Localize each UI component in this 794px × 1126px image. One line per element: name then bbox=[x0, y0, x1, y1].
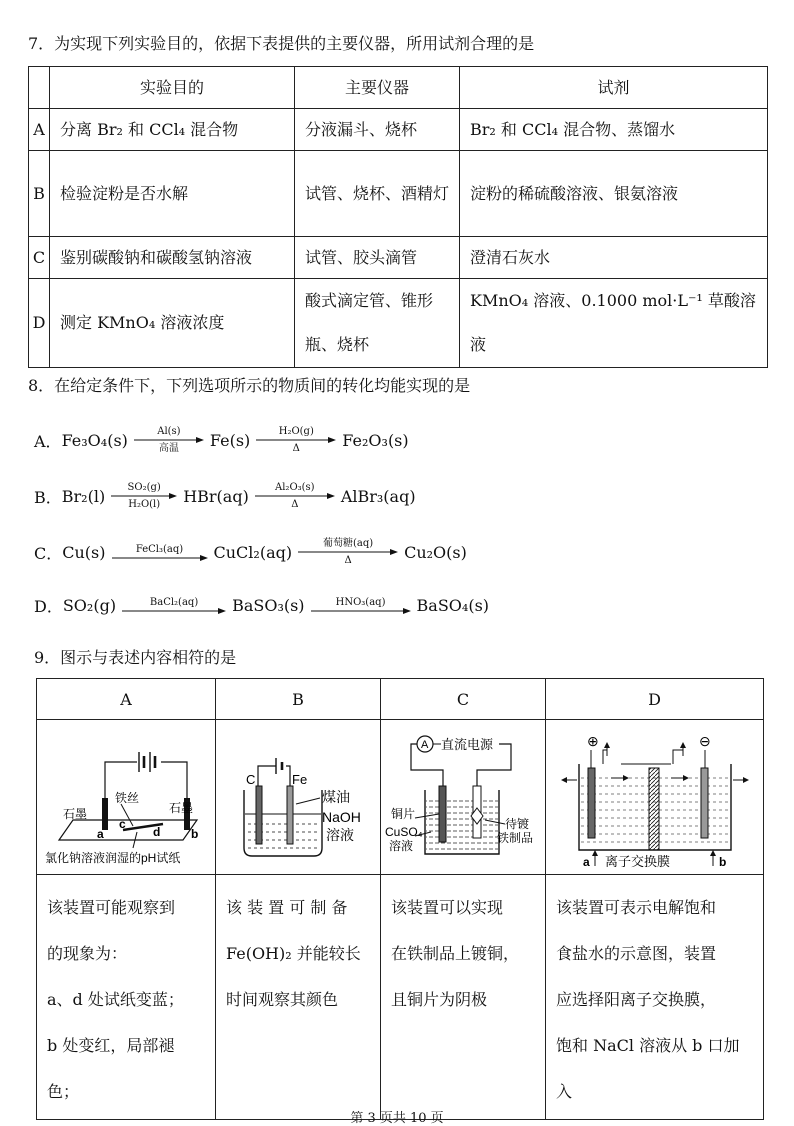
arrow-condition-top: Al(s) bbox=[157, 426, 181, 437]
figure-a-diagram bbox=[37, 720, 215, 870]
label-solution: 溶液 bbox=[326, 827, 354, 843]
label-iron: Fe bbox=[292, 772, 308, 787]
text-line: 入 bbox=[556, 1082, 573, 1101]
substance: Fe₃O₄(s) bbox=[61, 430, 128, 450]
label-carbon: C bbox=[246, 772, 256, 787]
text-line: Fe(OH)₂ 并能较长 bbox=[226, 944, 361, 963]
q8-option-b bbox=[34, 482, 416, 510]
cathode-icon: ⊖ bbox=[698, 733, 711, 749]
row-purpose: 测定 KMnO₄ 溶液浓度 bbox=[50, 279, 295, 368]
label-power: 直流电源 bbox=[441, 737, 494, 752]
figure-d-diagram bbox=[547, 720, 763, 870]
substance: HBr(aq) bbox=[183, 486, 249, 506]
arrow-condition-bottom: Δ bbox=[291, 499, 299, 510]
table-row bbox=[29, 279, 768, 368]
anode-icon: ⊕ bbox=[586, 733, 599, 749]
ammeter-label: A bbox=[421, 739, 429, 751]
figure-c-diagram bbox=[381, 720, 545, 870]
text-line: 该装置可表示电解饱和 bbox=[556, 898, 717, 917]
row-reagent: 澄清石灰水 bbox=[460, 237, 768, 279]
row-instrument: 试管、烧杯、酒精灯 bbox=[295, 151, 460, 237]
label-b: b bbox=[191, 827, 199, 841]
q9-stem: 9．图示与表述内容相符的是 bbox=[34, 648, 237, 667]
reaction-arrow bbox=[134, 426, 204, 454]
reaction-arrow bbox=[122, 597, 226, 614]
arrow-condition-bottom: H₂O(l) bbox=[128, 499, 161, 510]
figure-a bbox=[37, 720, 216, 875]
q7-header-reagent: 试剂 bbox=[460, 67, 768, 109]
q8-option-d bbox=[34, 594, 489, 617]
reaction-arrow bbox=[311, 597, 411, 614]
q7-header-blank bbox=[29, 67, 50, 109]
label-d: d bbox=[153, 825, 161, 839]
label-naoh: NaOH bbox=[322, 809, 361, 825]
reaction-arrow bbox=[111, 482, 177, 510]
label-membrane: 离子交换膜 bbox=[604, 854, 670, 869]
substance: Fe₂O₃(s) bbox=[342, 430, 409, 450]
q9-header-c: C bbox=[381, 679, 546, 720]
figure-d bbox=[546, 720, 764, 875]
q7-stem: 7．为实现下列实验目的，依据下表提供的主要仪器，所用试剂合理的是 bbox=[28, 34, 535, 53]
q9-text-a bbox=[37, 875, 216, 1120]
arrow-condition-top: HNO₃(aq) bbox=[335, 597, 386, 608]
row-purpose: 鉴别碳酸钠和碳酸氢钠溶液 bbox=[50, 237, 295, 279]
substance: Fe(s) bbox=[209, 430, 251, 450]
row-instrument: 酸式滴定管、锥形瓶、烧杯 bbox=[295, 279, 460, 368]
label-plated-2: 铁制品 bbox=[497, 831, 534, 845]
substance: BaSO₃(s) bbox=[232, 596, 305, 615]
q7-header-purpose: 实验目的 bbox=[50, 67, 295, 109]
text-line: 在铁制品上镀铜， bbox=[391, 944, 520, 963]
substance: Cu(s) bbox=[62, 542, 106, 562]
row-reagent: Br₂ 和 CCl₄ 混合物、蒸馏水 bbox=[460, 109, 768, 151]
row-purpose: 分离 Br₂ 和 CCl₄ 混合物 bbox=[50, 109, 295, 151]
text-line: 该 装 置 可 制 备 bbox=[226, 898, 348, 917]
option-label: D． bbox=[34, 597, 63, 616]
q8-option-c bbox=[34, 538, 467, 566]
label-cuso4-sol: 溶液 bbox=[389, 839, 414, 853]
text-line: 饱和 NaCl 溶液从 b 口加 bbox=[556, 1036, 740, 1055]
arrow-condition-top: BaCl₂(aq) bbox=[149, 597, 199, 608]
figure-b-diagram bbox=[216, 720, 380, 870]
q9-header-d: D bbox=[546, 679, 764, 720]
substance: AlBr₃(aq) bbox=[340, 486, 416, 506]
page-footer: 第 3 页共 10 页 bbox=[350, 1111, 444, 1126]
text-line: 应选择阳离子交换膜， bbox=[556, 990, 717, 1009]
row-instrument: 分液漏斗、烧杯 bbox=[295, 109, 460, 151]
row-reagent: KMnO₄ 溶液、0.1000 mol·L⁻¹ 草酸溶液 bbox=[460, 279, 768, 368]
substance: Cu₂O(s) bbox=[404, 542, 467, 562]
q7-table bbox=[28, 66, 768, 368]
row-label: D bbox=[29, 279, 50, 368]
option-label: C． bbox=[34, 543, 63, 563]
q7-header-instrument: 主要仪器 bbox=[295, 67, 460, 109]
arrow-condition-top: FeCl₃(aq) bbox=[135, 543, 184, 555]
label-copper-plate: 铜片 bbox=[391, 807, 416, 821]
text-line: 且铜片为阴极 bbox=[391, 990, 488, 1009]
substance: Br₂(l) bbox=[61, 486, 106, 506]
label-cuso4: CuSO₄ bbox=[385, 825, 423, 839]
text-line: 时间观察其颜色 bbox=[226, 990, 339, 1009]
label-graphite-right: 石墨 bbox=[169, 801, 194, 815]
q9-text-d bbox=[546, 875, 764, 1120]
reaction-arrow bbox=[255, 482, 335, 510]
label-a: a bbox=[97, 827, 104, 841]
table-row bbox=[29, 237, 768, 279]
q9-text-c bbox=[381, 875, 546, 1120]
label-inlet-b: b bbox=[718, 855, 726, 869]
arrow-condition-bottom: Δ bbox=[292, 443, 300, 454]
arrow-condition-top: H₂O(g) bbox=[278, 426, 314, 437]
substance: CuCl₂(aq) bbox=[213, 542, 293, 562]
option-label: A． bbox=[34, 431, 62, 451]
row-label: B bbox=[29, 151, 50, 237]
substance: BaSO₄(s) bbox=[416, 596, 490, 615]
row-reagent: 淀粉的稀硫酸溶液、银氨溶液 bbox=[460, 151, 768, 237]
text-line: 食盐水的示意图，装置 bbox=[556, 944, 717, 963]
text-line: 色； bbox=[47, 1082, 80, 1101]
row-label: A bbox=[29, 109, 50, 151]
text-line: b 处变红，局部褪 bbox=[47, 1036, 175, 1055]
text-line: 该装置可能观察到 bbox=[47, 898, 176, 917]
label-wire: 铁丝 bbox=[115, 791, 140, 805]
q8-option-a bbox=[34, 426, 409, 454]
label-plated-1: 待镀 bbox=[505, 817, 530, 831]
label-kerosene: 煤油 bbox=[322, 789, 350, 805]
reaction-arrow bbox=[298, 538, 398, 566]
figure-c bbox=[381, 720, 546, 875]
reaction-arrow bbox=[256, 426, 336, 454]
figure-b bbox=[216, 720, 381, 875]
arrow-condition-bottom: 高温 bbox=[158, 443, 179, 454]
option-label: B． bbox=[34, 487, 62, 507]
q9-header-a: A bbox=[37, 679, 216, 720]
label-ph-paper: 氯化钠溶液润湿的pH试纸 bbox=[45, 851, 181, 865]
row-label: C bbox=[29, 237, 50, 279]
substance: SO₂(g) bbox=[62, 596, 117, 615]
table-row bbox=[29, 151, 768, 237]
label-inlet-a: a bbox=[582, 855, 590, 869]
label-c: c bbox=[119, 817, 126, 831]
arrow-condition-top: 葡萄糖(aq) bbox=[323, 538, 374, 549]
arrow-condition-top: Al₂O₃(s) bbox=[275, 482, 315, 493]
text-line: 的现象为： bbox=[47, 944, 128, 963]
arrow-condition-top: SO₂(g) bbox=[127, 482, 161, 493]
q9-text-b bbox=[216, 875, 381, 1120]
text-line: a、d 处试纸变蓝； bbox=[47, 990, 184, 1009]
q8-stem: 8．在给定条件下，下列选项所示的物质间的转化均能实现的是 bbox=[28, 376, 471, 395]
q9-table bbox=[36, 678, 764, 1120]
label-graphite-left: 石墨 bbox=[63, 807, 88, 821]
text-line: 该装置可以实现 bbox=[391, 898, 504, 917]
arrow-condition-bottom: Δ bbox=[344, 555, 352, 566]
table-row bbox=[29, 109, 768, 151]
reaction-arrow bbox=[112, 544, 208, 561]
q9-header-b: B bbox=[216, 679, 381, 720]
row-instrument: 试管、胶头滴管 bbox=[295, 237, 460, 279]
row-purpose: 检验淀粉是否水解 bbox=[50, 151, 295, 237]
